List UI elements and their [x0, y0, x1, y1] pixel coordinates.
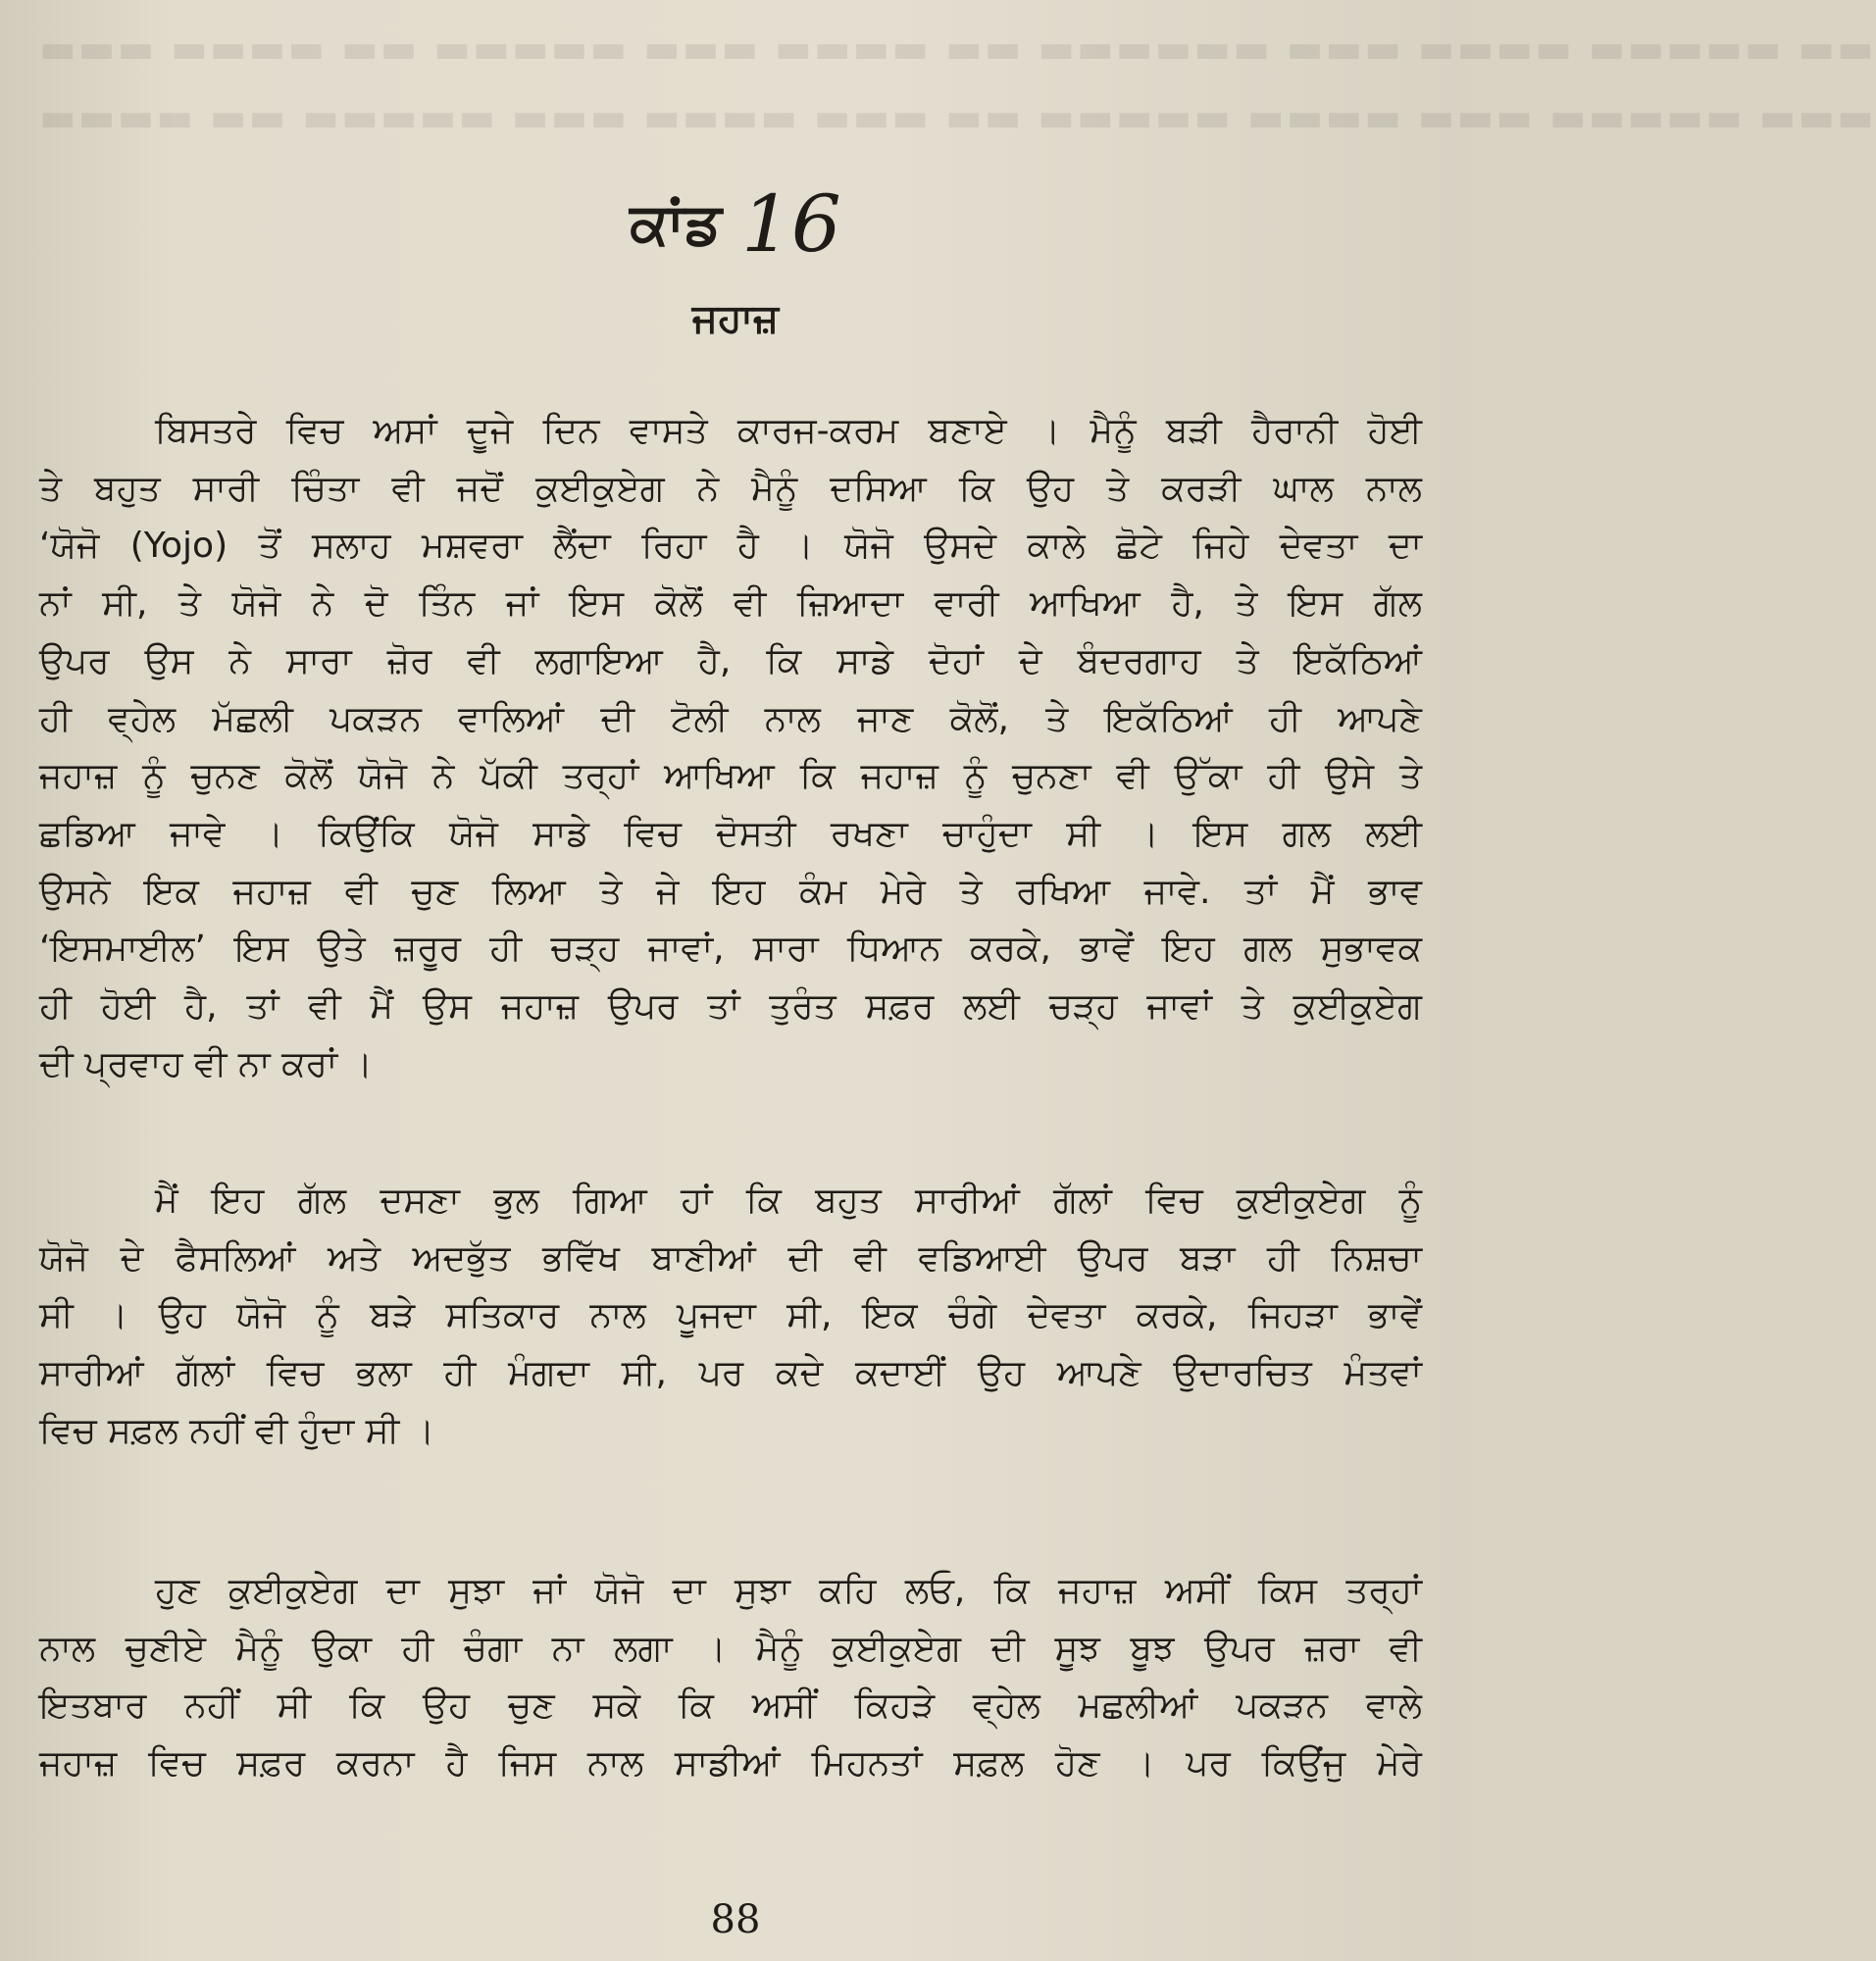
text-line: ‘ਯੋਜੋ (Yojo) ਤੋਂ ਸਲਾਹ ਮਸ਼ਵਰਾ ਲੈਂਦਾ ਰਿਹਾ ਹੈ । ਯੋਜੋ ਉਸਦੇ ਕਾਲੇ ਛੋਟੇ ਜਿਹੇ ਦੇਵਤਾ ਦਾ [39, 526, 1422, 567]
text-line: ਇਤਬਾਰ ਨਹੀਂ ਸੀ ਕਿ ਉਹ ਚੁਣ ਸਕੇ ਕਿ ਅਸੀਂ ਕਿਹੜੇ ਵ੍ਹੇਲ ਮਛਲੀਆਂ ਪਕੜਨ ਵਾਲੇ [39, 1685, 1422, 1727]
chapter-heading [0, 178, 1471, 270]
paragraph-3 [39, 1563, 1422, 1793]
text-line: ਸਾਰੀਆਂ ਗੱਲਾਂ ਵਿਚ ਭਲਾ ਹੀ ਮੰਗਦਾ ਸੀ, ਪਰ ਕਦੇ ਕਦਾਈਂ ਉਹ ਆਪਣੇ ਉਦਾਰਚਿਤ ਮੰਤਵਾਂ [39, 1353, 1422, 1394]
text-line: ਹੁਣ ਕੁਈਕੁਏਗ ਦਾ ਸੁਝਾ ਜਾਂ ਯੋਜੋ ਦਾ ਸੁਝਾ ਕਹਿ ਲਓ, ਕਿ ਜਹਾਜ਼ ਅਸੀਂ ਕਿਸ ਤਰ੍ਹਾਂ [155, 1571, 1422, 1611]
text-line: ਨਾਂ ਸੀ, ਤੇ ਯੋਜੋ ਨੇ ਦੋ ਤਿੰਨ ਜਾਂ ਇਸ ਕੋਲੋਂ ਵੀ ਜ਼ਿਆਦਾ ਵਾਰੀ ਆਖਿਆ ਹੈ, ਤੇ ਇਸ ਗੱਲ [39, 583, 1422, 625]
chapter-number: 16 [740, 178, 841, 270]
text-line: ਹੀ ਵ੍ਹੇਲ ਮੱਛਲੀ ਪਕੜਨ ਵਾਲਿਆਂ ਦੀ ਟੋਲੀ ਨਾਲ ਜਾਣ ਕੋਲੋਂ, ਤੇ ਇਕੱਠਿਆਂ ਹੀ ਆਪਣੇ [39, 698, 1422, 739]
page-number: 88 [710, 1897, 761, 1942]
chapter-title: ਜਹਾਜ਼ [691, 296, 780, 341]
chapter-word: ਕਾਂਡ [630, 190, 722, 257]
paragraph-2 [39, 1173, 1422, 1461]
text-line: ‘ਇਸਮਾਈਲ’ ਇਸ ਉਤੇ ਜ਼ਰੂਰ ਹੀ ਚੜ੍ਹ ਜਾਵਾਂ, ਸਾਰਾ ਧਿਆਨ ਕਰਕੇ, ਭਾਵੇਂ ਇਹ ਗਲ ਸੁਭਾਵਕ [39, 929, 1422, 970]
text-line: ਨਾਲ ਚੁਣੀਏ ਮੈਨੂੰ ਉਕਾ ਹੀ ਚੰਗਾ ਨਾ ਲਗਾ । ਮੈਨੂੰ ਕੁਈਕੁਏਗ ਦੀ ਸੂਝ ਬੂਝ ਉਪਰ ਜ਼ਰਾ ਵੀ [39, 1628, 1422, 1669]
text-line: ਜਹਾਜ਼ ਨੂੰ ਚੁਨਣ ਕੋਲੋਂ ਯੋਜੋ ਨੇ ਪੱਕੀ ਤਰ੍ਹਾਂ ਆਖਿਆ ਕਿ ਜਹਾਜ਼ ਨੂੰ ਚੁਨਣਾ ਵੀ ਉੱਕਾ ਹੀ ਉਸੇ ਤੇ [39, 756, 1422, 797]
text-line: ਜਹਾਜ਼ ਵਿਚ ਸਫ਼ਰ ਕਰਨਾ ਹੈ ਜਿਸ ਨਾਲ ਸਾਡੀਆਂ ਮਿਹਨਤਾਂ ਸਫ਼ਲ ਹੋਣ । ਪਰ ਕਿਉਂਜੁ ਮੇਰੇ [39, 1743, 1422, 1785]
text-line: ਉਪਰ ਉਸ ਨੇ ਸਾਰਾ ਜ਼ੋਰ ਵੀ ਲਗਾਇਆ ਹੈ, ਕਿ ਸਾਡੇ ਦੋਹਾਂ ਦੇ ਬੰਦਰਗਾਹ ਤੇ ਇਕੱਠਿਆਂ [39, 640, 1422, 681]
text-line: ਬਿਸਤਰੇ ਵਿਚ ਅਸਾਂ ਦੂਜੇ ਦਿਨ ਵਾਸਤੇ ਕਾਰਜ-ਕਰਮ ਬਣਾਏ । ਮੈਨੂੰ ਬੜੀ ਹੈਰਾਨੀ ਹੋਈ [155, 411, 1422, 451]
paragraph-1 [39, 403, 1422, 1093]
text-line: ਸੀ । ਉਹ ਯੋਜੋ ਨੂੰ ਬੜੇ ਸਤਿਕਾਰ ਨਾਲ ਪੂਜਦਾ ਸੀ, ਇਕ ਚੰਗੇ ਦੇਵਤਾ ਕਰਕੇ, ਜਿਹੜਾ ਭਾਵੇਂ [39, 1295, 1422, 1336]
bleed-through: ▬▬▬▬ ▬▬ ▬▬▬▬▬ ▬▬▬ ▬▬▬▬ ▬▬▬ ▬▬ ▬▬▬▬▬ ▬▬▬▬ ▬▬▬ ▬▬▬▬▬ ▬▬▬ [39, 95, 1876, 140]
text-line: ਹੀ ਹੋਈ ਹੈ, ਤਾਂ ਵੀ ਮੈਂ ਉਸ ਜਹਾਜ਼ ਉਪਰ ਤਾਂ ਤੁਰੰਤ ਸਫ਼ਰ ਲਈ ਚੜ੍ਹ ਜਾਵਾਂ ਤੇ ਕੁਈਕੁਏਗ [39, 986, 1422, 1028]
text-line: ਮੈਂ ਇਹ ਗੱਲ ਦਸਣਾ ਭੁਲ ਗਿਆ ਹਾਂ ਕਿ ਬਹੁਤ ਸਾਰੀਆਂ ਗੱਲਾਂ ਵਿਚ ਕੁਈਕੁਏਗ ਨੂੰ [155, 1181, 1422, 1221]
text-line: ਛਡਿਆ ਜਾਵੇ । ਕਿਉਂਕਿ ਯੋਜੋ ਸਾਡੇ ਵਿਚ ਦੋਸਤੀ ਰਖਣਾ ਚਾਹੁੰਦਾ ਸੀ । ਇਸ ਗਲ ਲਈ [39, 813, 1422, 854]
text-line: ਦੀ ਪ੍ਰਵਾਹ ਵੀ ਨਾ ਕਰਾਂ । [39, 1043, 373, 1084]
text-line: ਤੇ ਬਹੁਤ ਸਾਰੀ ਚਿੰਤਾ ਵੀ ਜਦੋਂ ਕੁਈਕੁਏਗ ਨੇ ਮੈਨੂੰ ਦਸਿਆ ਕਿ ਉਹ ਤੇ ਕਰੜੀ ਘਾਲ ਨਾਲ [39, 468, 1422, 509]
text-line: ਵਿਚ ਸਫ਼ਲ ਨਹੀਂ ਵੀ ਹੁੰਦਾ ਸੀ । [39, 1410, 435, 1451]
text-line: ਯੋਜੋ ਦੇ ਫੈਸਲਿਆਂ ਅਤੇ ਅਦਭੁੱਤ ਭਵਿੱਖ ਬਾਣੀਆਂ ਦੀ ਵੀ ਵਡਿਆਈ ਉਪਰ ਬੜਾ ਹੀ ਨਿਸ਼ਚਾ [39, 1237, 1422, 1279]
text-line: ਉਸਨੇ ਇਕ ਜਹਾਜ਼ ਵੀ ਚੁਣ ਲਿਆ ਤੇ ਜੇ ਇਹ ਕੰਮ ਮੇਰੇ ਤੇ ਰਖਿਆ ਜਾਵੇ. ਤਾਂ ਮੈਂ ਭਾਵ [39, 871, 1422, 912]
bleed-through: ▬▬▬ ▬▬▬▬ ▬▬ ▬▬▬▬▬ ▬▬▬ ▬▬▬▬ ▬▬ ▬▬▬▬▬▬ ▬▬▬ ▬▬▬▬ ▬▬▬▬▬ ▬▬ [39, 26, 1876, 72]
